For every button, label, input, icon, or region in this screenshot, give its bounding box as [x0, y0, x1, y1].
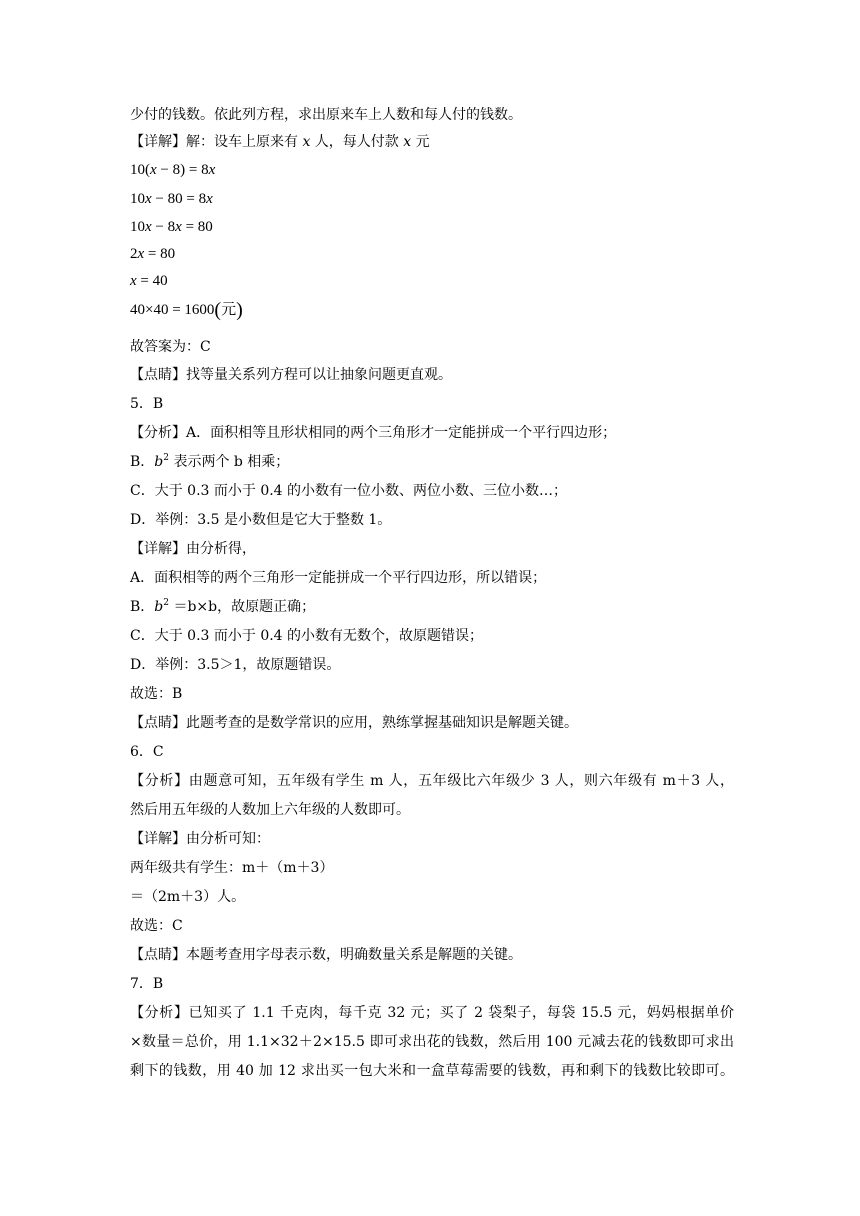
- detail-line: 【详解】由分析得，: [130, 541, 256, 557]
- analysis-line: C．大于 0.3 而小于 0.4 的小数有一位小数、两位小数、三位小数…；: [130, 483, 568, 499]
- detail-line: ＝（2m＋3）人。: [130, 889, 246, 905]
- detail-line: 【详解】由分析可知：: [130, 831, 270, 847]
- answer-line: 故选：C: [130, 918, 183, 934]
- comment-line: 【点睛】此题考查的是数学常识的应用，熟练掌握基础知识是解题关键。: [130, 715, 578, 731]
- question-number: 7．B: [130, 976, 164, 992]
- text-line: 少付的钱数。依此列方程，求出原来车上人数和每人付的钱数。: [130, 107, 522, 123]
- detail-line: C．大于 0.3 而小于 0.4 的小数有无数个，故原题错误；: [130, 628, 484, 644]
- equation-line: 2x = 80: [130, 246, 176, 262]
- question-number: 5．B: [130, 396, 164, 412]
- detail-heading-line: 【详解】解：设车上原来有 x 人，每人付款 x 元: [130, 134, 430, 150]
- analysis-line: 【分析】A．面积相等且形状相同的两个三角形才一定能拼成一个平行四边形；: [130, 425, 617, 441]
- analysis-line: D．举例：3.5 是小数但是它大于整数 1。: [130, 512, 392, 528]
- equation-line: x = 40: [130, 273, 168, 289]
- detail-line: B．$b^2 =b\times b$，故原题正确；: [130, 598, 316, 615]
- analysis-line: B．$b^2$ 表示两个 b 相乘；: [130, 453, 290, 470]
- comment-line: 【点睛】找等量关系列方程可以让抽象问题更直观。: [130, 367, 452, 383]
- detail-line: D．举例：3.5＞1，故原题错误。: [130, 657, 341, 673]
- comment-line: 【点睛】本题考查用字母表示数，明确数量关系是解题的关键。: [130, 947, 522, 963]
- detail-line: 两年级共有学生：m＋（m＋3）: [130, 860, 334, 876]
- analysis-line: 【分析】由题意可知，五年级有学生 m 人，五年级比六年级少 3 人，则六年级有 m＋3 人，: [130, 773, 734, 789]
- analysis-line: 然后用五年级的人数加上六年级的人数即可。: [130, 802, 410, 818]
- analysis-line: 【分析】已知买了 1.1 千克肉，每千克 32 元；买了 2 袋梨子，每袋 15.5 元，妈妈根据单价: [130, 1005, 734, 1021]
- analysis-line: 剩下的钱数，用 40 加 12 求出买一包大米和一盒草莓需要的钱数，再和剩下的钱数比较即可。: [130, 1063, 734, 1079]
- detail-line: A．面积相等的两个三角形一定能拼成一个平行四边形，所以错误；: [130, 570, 547, 586]
- analysis-line: ×数量＝总价，用 1.1×32＋2×15.5 即可求出花的钱数，然后用 100 元减去花的钱数即可求出: [130, 1034, 734, 1050]
- answer-line: 故答案为：C: [130, 339, 211, 355]
- equation-line: 10x − 8x = 80: [130, 219, 213, 235]
- equation-line: 10x − 80 = 8x: [130, 191, 213, 207]
- equation-line: 10(x − 8) = 8x: [130, 162, 216, 178]
- equation-line: 40×40 = 1600(元): [130, 299, 243, 321]
- answer-line: 故选：B: [130, 686, 183, 702]
- question-number: 6．C: [130, 744, 164, 760]
